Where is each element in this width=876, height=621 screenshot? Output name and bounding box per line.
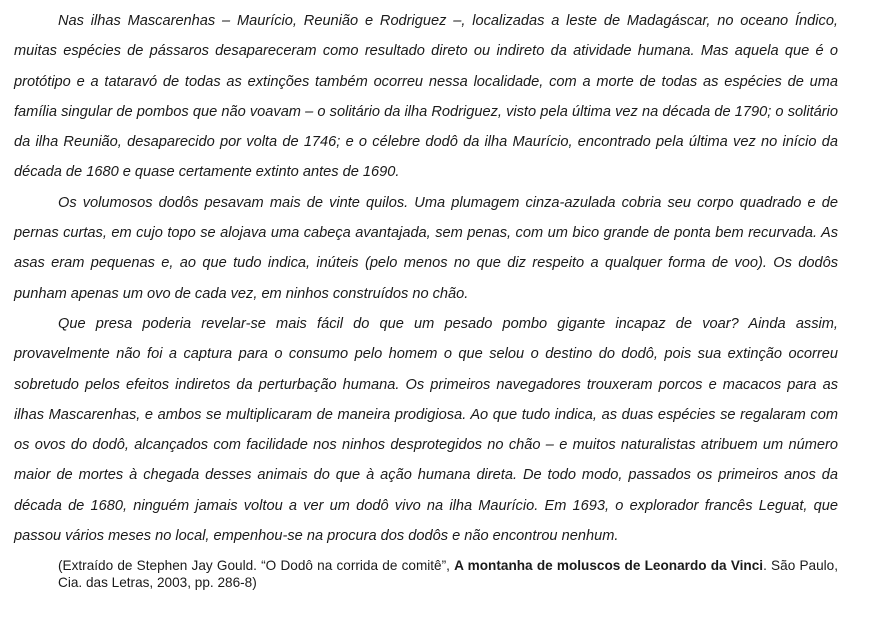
source-citation [58,557,838,591]
paragraph-3: Que presa poderia revelar-se mais fácil do que um pesado pombo gigante incapaz de voar? Ainda assim, provavelmente não foi a captura para o consumo pelo homem o que selou o destino do dodô, pois sua extinção ocorreu sobretudo pelos efeitos indiretos da perturbação humana. Os primeiros navegadores trouxeram porcos e macacos para as ilhas Mascarenhas, e ambos se multiplicaram de maneira prodigiosa. Ao que tudo indica, as duas espécies se regalaram com os ovos do dodô, alcançados com facilidade nos ninhos desprotegidos no chão – e muitos naturalistas atribuem um número maior de mortes à chegada desses animais do que à ação humana direta. De todo modo, passados os primeiros anos da década de 1680, ninguém jamais voltou a ver um dodô vivo na ilha Maurício. Em 1693, o explorador francês Leguat, que passou vários meses no local, empenhou-se na procura dos dodôs e não encontrou nenhum. [14,315,838,545]
text-document [14,6,838,591]
citation-book-title: A montanha de moluscos de Leonardo da Vinci [454,558,764,574]
citation-prefix: (Extraído de Stephen Jay Gould. “O Dodô na corrida de comitê”, [58,558,455,574]
citation-suffix: . São Paulo, Cia. das Letras, 2003, pp. 286-8) [58,558,839,591]
paragraph-1: Nas ilhas Mascarenhas – Maurício, Reunião e Rodriguez –, localizadas a leste de Madagáscar, no oceano Índico, muitas espécies de pássaros desapareceram como resultado direto ou indireto da atividade humana. Mas aquela que é o protótipo e a tataravó de todas as extinções também ocorreu nessa localidade, com a morte de todas as espécies de uma família singular de pombos que não voavam – o solitário da ilha Rodriguez, visto pela última vez na década de 1790; o solitário da ilha Reunião, desaparecido por volta de 1746; e o célebre dodô da ilha Maurício, encontrado pela última vez no início da década de 1680 e quase certamente extinto antes de 1690. [14,13,838,181]
paragraph-2: Os volumosos dodôs pesavam mais de vinte quilos. Uma plumagem cinza-azulada cobria seu corpo quadrado e de pernas curtas, em cujo topo se alojava uma cabeça avantajada, sem penas, com um bico grande de ponta bem recurvada. As asas eram pequenas e, ao que tudo indica, inúteis (pelo menos no que diz respeito a qualquer forma de voo). Os dodôs punham apenas um ovo de cada vez, em ninhos construídos no chão. [14,194,838,302]
